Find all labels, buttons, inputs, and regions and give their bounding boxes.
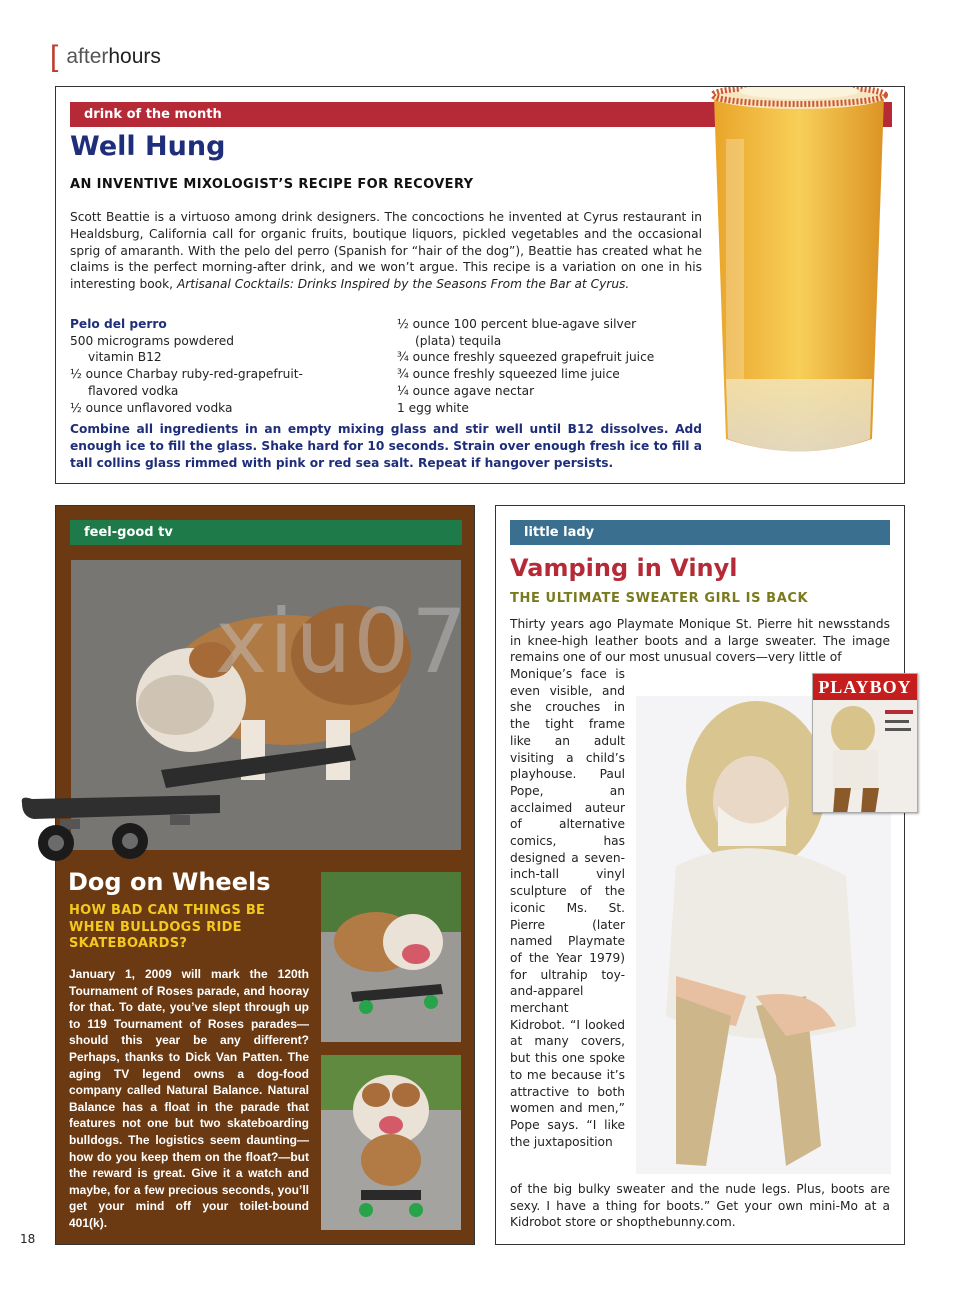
section-header [50,42,161,72]
recipe-ingredients-left [70,316,390,416]
vinyl-title: Vamping in Vinyl [510,554,738,582]
ingredient: 1 egg white [397,400,469,415]
drink-book-title: Artisanal Cocktails: Drinks Inspired by the Seasons From the Bar at Cyrus. [176,277,630,292]
ingredient: ½ ounce Charbay ruby-red-grapefruit- [70,367,303,382]
bulldog-photo-small-1 [321,872,461,1042]
recipe-name: Pelo del perro [70,317,167,331]
vinyl-column-text: Monique’s face is even visible, and she crouches in the tight frame like an adult visiting a child’s playhouse. Paul Pope, an acclaimed auteur of alternative comics, has designed a seven-inch-tall vinyl sculpture of the iconic Ms. St. Pierre (later named Playmate of the Year 1979) for ultrahip toy-and-apparel merchant Kidrobot. “I looked at many covers, but this one spoke to me because it’s attractive to both women and men,” Pope says. “I like the juxtaposition [510,667,625,1149]
header-word-after: after [66,45,109,68]
vinyl-intro: Thirty years ago Playmate Monique St. Pierre hit newsstands in knee-high leather boots and a large sweater. The image remains one of our most unusual covers—very little of [510,617,890,665]
drink-title: Well Hung [70,131,226,162]
ingredient: ½ ounce 100 percent blue-agave silver [397,317,637,331]
drink-instructions: Combine all ingredients in an empty mixing glass and stir well until B12 dissolves. Add enough ice to fill the glass. Shake hard for 10 seconds. Strain over enough fresh ice to fill a tall collins glass rimmed with pink or red sea salt. Repeat if hangover persists. [70,422,702,470]
ingredient: ¼ ounce agave nectar [397,383,535,398]
dog-title: Dog on Wheels [68,868,271,896]
vinyl-category-bar: little lady [510,520,890,545]
drink-article [55,86,905,484]
cocktail-glass-image [704,86,894,484]
header-word-hours: hours [108,45,161,68]
dog-category-bar: feel-good tv [70,520,462,545]
dog-subtitle: HOW BAD CAN THINGS BE WHEN BULLDOGS RIDE SKATEBOARDS? [69,903,266,951]
recipe-ingredients-right [397,316,697,416]
bulldog-photo-small-2 [321,1055,461,1230]
drink-body-text: Scott Beattie is a virtuoso among drink designers. The concoctions he invented at Cyrus restaurant in Healdsburg, California call for organic fruits, boutique liquors, pickled vegetables and the occasional sprig of amaranth. With the pelo del perro (Spanish for “hair of the dog”), Beattie has created what he claims is the perfect morning-after drink, and we won’t argue. This recipe is a variation on one in his interesting book, [70,210,702,292]
dog-body: January 1, 2009 will mark the 120th Tournament of Roses parade, and hooray for that. To date, you’ve slept through up to 119 Tournament of Roses parades—should this year be any different? Perhaps, thanks to Dick Van Patten. The aging TV legend owns a dog-food company called Natural Balance. Natural Balance has a float in the parade that features not one but two skateboarding bulldogs. The logistics seem daunting—how do you keep them on the float?—but the reward is great. Give it a watch and maybe, for a few precious seconds, you’ll get your mind off your toilet-bound 401(k). [69,967,309,1230]
ingredient: ¾ ounce freshly squeezed grapefruit juice [397,350,655,365]
drink-category-bar: drink of the month [70,102,892,127]
ingredient: 500 micrograms powdered [70,333,234,348]
header-bracket: [ [50,40,59,73]
playboy-cover-thumbnail [812,673,918,813]
drink-body [70,209,702,293]
ingredient: flavored vodka [88,383,179,398]
vinyl-subtitle: THE ULTIMATE SWEATER GIRL IS BACK [510,591,809,606]
page-number: 18 [20,1232,36,1246]
drink-subtitle: AN INVENTIVE MIXOLOGIST’S RECIPE FOR RECOVERY [70,177,474,192]
vinyl-article [495,505,905,1245]
ingredient: ¾ ounce freshly squeezed lime juice [397,367,620,382]
ingredient: ½ ounce unflavored vodka [70,400,233,415]
ingredient: vitamin B12 [88,350,162,365]
playboy-logo: PLAYBOY [813,674,917,700]
watermark: xiu07 [215,590,470,693]
dog-article [55,505,475,1245]
vinyl-closing-text: of the big bulky sweater and the nude legs. Plus, boots are sexy. I have a thing for boots.” Get your own mini-Mo at a Kidrobot store or shopthebunny.com. [510,1182,890,1230]
skateboard-image [20,785,220,865]
ingredient: (plata) tequila [415,333,502,348]
